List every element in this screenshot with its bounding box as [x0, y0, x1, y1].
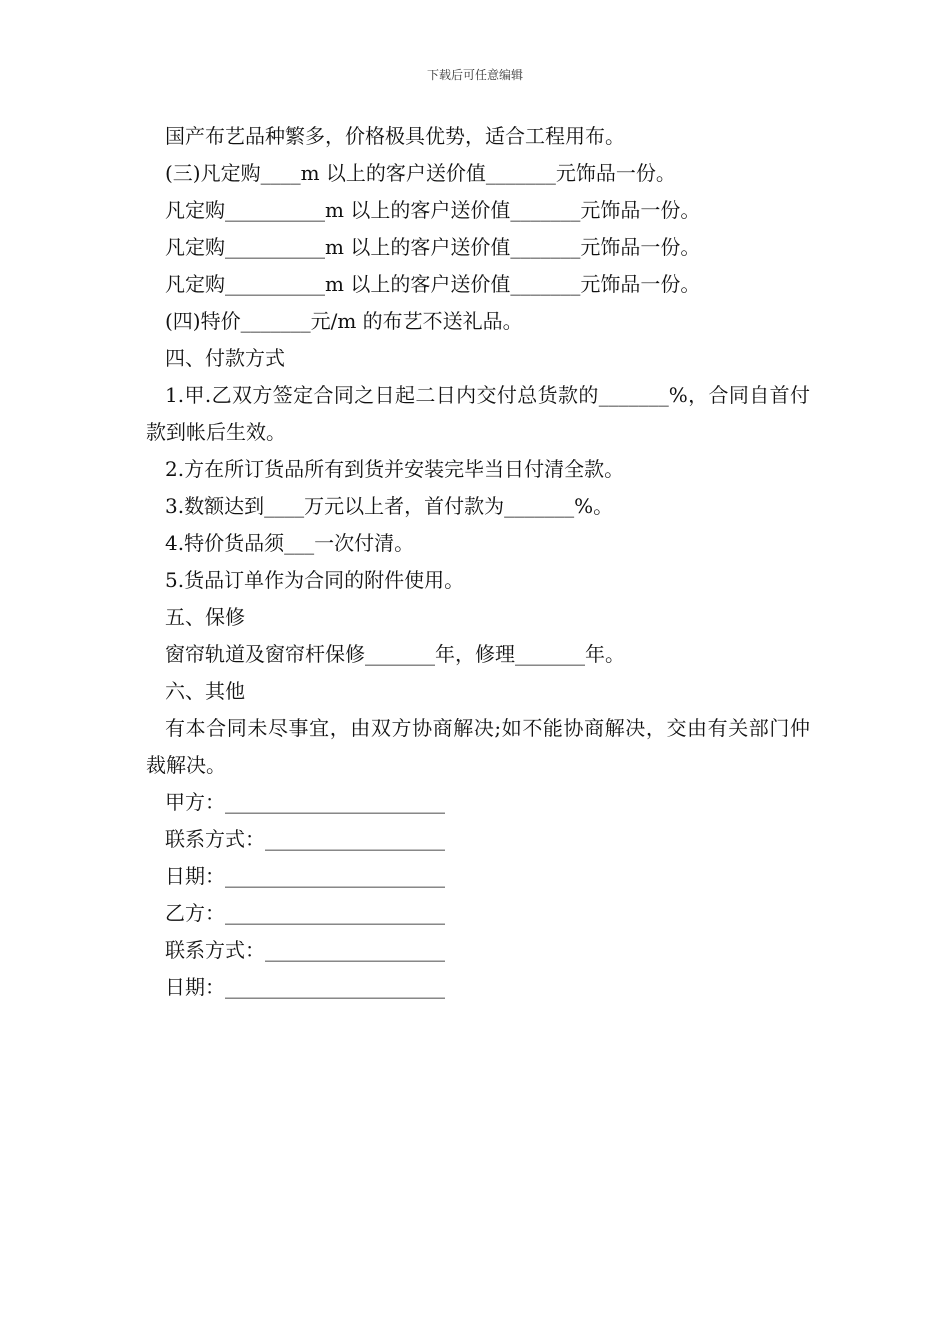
gift-rule-4: 凡定购__________m 以上的客户送价值_______元饰品一份。	[165, 272, 701, 296]
special-price-rule: (四)特价_______元/m 的布艺不送礼品。	[165, 309, 523, 333]
party-b-date-line: 日期：______________________	[165, 975, 445, 999]
other-term: 有本合同未尽事宜，由双方协商解决;如不能协商解决，交由有关部门仲裁解决。	[146, 716, 810, 777]
gift-rule-1: (三)凡定购____m 以上的客户送价值_______元饰品一份。	[165, 161, 676, 185]
page-header-note: 下载后可任意编辑	[426, 68, 523, 82]
gift-rule-2: 凡定购__________m 以上的客户送价值_______元饰品一份。	[165, 198, 701, 222]
section-heading-payment: 四、付款方式	[165, 346, 285, 370]
payment-term-1: 1.甲.乙双方签定合同之日起二日内交付总货款的_______%，合同自首付款到帐后生效。	[146, 383, 810, 444]
gift-rule-3: 凡定购__________m 以上的客户送价值_______元饰品一份。	[165, 235, 701, 259]
party-a-contact-line: 联系方式：__________________	[165, 827, 445, 851]
party-b-contact-line: 联系方式：__________________	[165, 938, 445, 962]
payment-term-3: 3.数额达到____万元以上者，首付款为_______%。	[165, 494, 614, 518]
document-body	[146, 118, 810, 1006]
party-a-signature-line: 甲方：______________________	[165, 790, 445, 814]
payment-term-4: 4.特价货品须___一次付清。	[165, 531, 415, 555]
section-heading-warranty: 五、保修	[165, 605, 245, 629]
party-a-date-line: 日期：______________________	[165, 864, 445, 888]
party-b-signature-line: 乙方：______________________	[165, 901, 445, 925]
payment-term-2: 2.方在所订货品所有到货并安装完毕当日付清全款。	[165, 457, 625, 481]
warranty-term: 窗帘轨道及窗帘杆保修_______年，修理_______年。	[165, 642, 625, 666]
paragraph-fabric-advantage: 国产布艺品种繁多，价格极具优势，适合工程用布。	[165, 124, 625, 148]
section-heading-other: 六、其他	[165, 679, 245, 703]
payment-term-5: 5.货品订单作为合同的附件使用。	[165, 568, 465, 592]
